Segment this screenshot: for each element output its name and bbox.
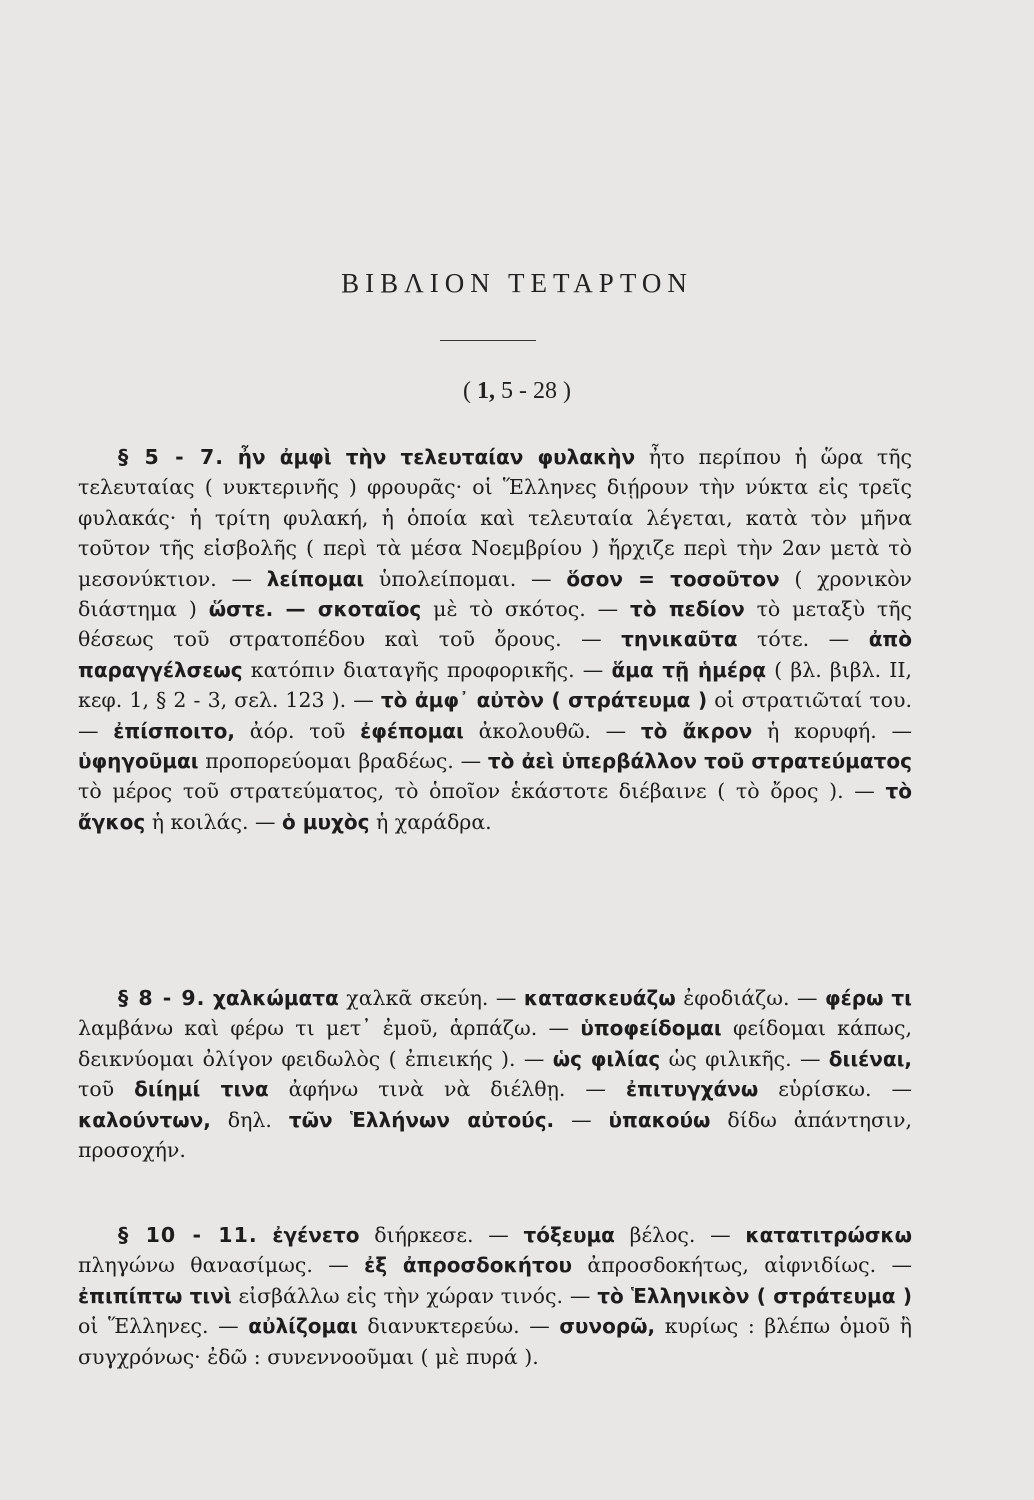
gloss: τὸ μέρος τοῦ στρατεύματος, τὸ ὁποῖον ἑκάστοτε διέβαινε ( τὸ ὄρος ). — [78,779,886,804]
gloss: φείδομαι κάπως, δεικνύομαι ὀλίγον φειδωλὸς ( ἐπιεικής ). — [78,1016,913,1071]
term: ὅσον = τοσοῦτον [566,566,780,591]
gloss: ( βλ. βιβλ. II, κεφ. 1, § 2 - 3, σελ. 123 ). — [78,657,913,713]
term: τὸ ἄγκος [78,779,912,834]
term: τὸ Ἑλληνικὸν ( στράτευμα ) [597,1283,912,1308]
term: ἐξ ἀπροσδοκήτου [364,1253,572,1278]
title-divider [440,340,536,341]
gloss: ὡς φιλικῆς. — [660,1046,829,1071]
term: ὁ μυχὸς [282,809,370,834]
section-number: § 10 - 11. [118,1223,258,1247]
term: αὐλίζομαι [248,1314,358,1339]
term: τόξευμα [523,1223,615,1247]
term: ἦν ἀμφὶ τὴν τελευταίαν φυλακὴν [237,445,636,469]
gloss: λαμβάνω καὶ φέρω τι μετ᾽ ἐμοῦ, ἁρπάζω. — [78,1016,581,1041]
term: λείπομαι [266,566,365,591]
gloss: εὑρίσκω. — [758,1077,912,1102]
term: ὑποφείδομαι [580,1016,722,1041]
term: τὸ ἀεὶ ὑπερβάλλον τοῦ στρατεύματος [487,749,912,774]
section-paragraph [78,1220,912,1372]
term: καλούντων, [78,1107,211,1132]
gloss: τότε. — [737,627,869,652]
gloss: τοῦ [78,1077,135,1102]
term: κατατιτρώσκω [745,1223,913,1247]
gloss: ἀόρ. τοῦ [235,718,361,743]
chapter-range [0,378,1034,405]
range-chapter-number: 1, [477,378,495,404]
gloss: κατόπιν διαταγῆς προφορικῆς. — [242,657,612,682]
gloss: βέλος. — [614,1223,746,1247]
term: κατασκευάζω [523,986,676,1010]
term: ἐγένετο [272,1223,360,1247]
term: ὡς φιλίας [552,1046,661,1071]
section-paragraph [78,442,912,837]
term: τηνικαῦτα [621,627,738,652]
gloss: κυρίως : βλέπω ὁμοῦ ἢ συγχρόνως· ἐδῶ : συνεννοοῦμαι ( μὲ πυρά ). [78,1314,912,1369]
gloss: τὸ μεταξὺ τῆς θέσεως τοῦ στρατοπέδου καὶ τοῦ ὄρους. — [78,597,913,652]
term: τῶν Ἑλλήνων αὐτούς. [288,1107,555,1132]
gloss: δηλ. [210,1107,289,1132]
term: διίημί τινα [134,1077,269,1102]
term: συνορῶ, [559,1314,656,1339]
gloss: οἱ Ἕλληνες. — [78,1314,249,1339]
gloss: ἀκολουθῶ. — [463,718,641,743]
section-number: § 8 - 9. [118,986,206,1010]
gloss: χαλκᾶ σκεύη. — [338,986,524,1010]
term: τὸ ἀμφ᾽ αὐτὸν ( στράτευμα ) [380,688,708,713]
gloss: ὑπολείπομαι. — [364,566,567,591]
gloss: — [554,1107,609,1132]
gloss: ἡ κοιλάς. — [145,809,283,834]
term: ἐπιτυγχάνω [625,1077,759,1102]
book-title: ΒΙΒΛΙΟΝ ΤΕΤΑΡΤΟΝ [341,268,693,298]
section-8-9 [78,983,912,1165]
section-5-7 [78,442,912,837]
term: ὑπακούω [608,1107,711,1132]
gloss: ἀφήνω τινὰ νὰ διέλθῃ. — [268,1077,626,1102]
term: ἐπιπίπτω τινὶ [78,1283,232,1308]
gloss: διήρκεσε. — [359,1223,524,1247]
range-open: ( [463,378,477,404]
gloss: μὲ τὸ σκότος. — [421,597,631,622]
gloss: προπορεύομαι βραδέως. — [198,749,488,774]
gloss: ἡ χαράδρα. [369,809,492,834]
term: ἀπὸ παραγγέλσεως [78,627,912,682]
gloss: εἰσβάλλω εἰς τὴν χώραν τινός. — [231,1283,598,1308]
term: ὥστε. — σκοταῖος [208,597,422,622]
term: τὸ ἄκρον [640,718,753,743]
term: διιέναι, [828,1046,913,1071]
section-10-11 [78,1220,912,1372]
range-paragraphs: 5 - 28 ) [495,378,571,404]
term: ἐπίσποιτο, [113,718,236,743]
term: φέρω τι [825,986,912,1010]
gloss: ἀπροσδοκήτως, αἰφνιδίως. — [572,1253,912,1278]
term: ὑφηγοῦμαι [78,749,199,774]
term: ἅμα τῇ ἡμέρᾳ [611,657,767,682]
gloss: ( χρονικὸν διάστημα ) [78,566,913,622]
gloss: ἦτο περίπου ἡ ὥρα τῆς τελευταίας ( νυκτερινῆς ) φρουρᾶς· οἱ Ἕλληνες διῄρουν τὴν νύκτα εἰς τρεῖς φυλακάς· ἡ τρίτη φυλακή, ἡ ὁποία καὶ τελευταία λέγεται, κατὰ τὸν μῆνα τοῦτον τῆς εἰσβολῆς ( περὶ τὰ μέσα Νοεμβρίου ) ἤρχιζε περὶ τὴν 2αν μετὰ τὸ μεσονύκτιον. — [78,445,912,591]
section-number: § 5 - 7. [118,445,225,469]
term: ἐφέπομαι [360,718,464,743]
section-paragraph [78,983,912,1165]
gloss: ἐφοδιάζω. — [675,986,825,1010]
gloss: ἡ κορυφή. — [752,718,913,743]
gloss: οἱ στρατιῶταί του. — [78,688,912,743]
gloss: πληγώνω θανασίμως. — [78,1253,365,1278]
term: τὸ πεδίον [630,597,745,622]
gloss: δίδω ἀπάντησιν, προσοχήν. [78,1107,912,1163]
gloss: διανυκτερεύω. — [357,1314,560,1339]
term: χαλκώματα [212,986,339,1010]
